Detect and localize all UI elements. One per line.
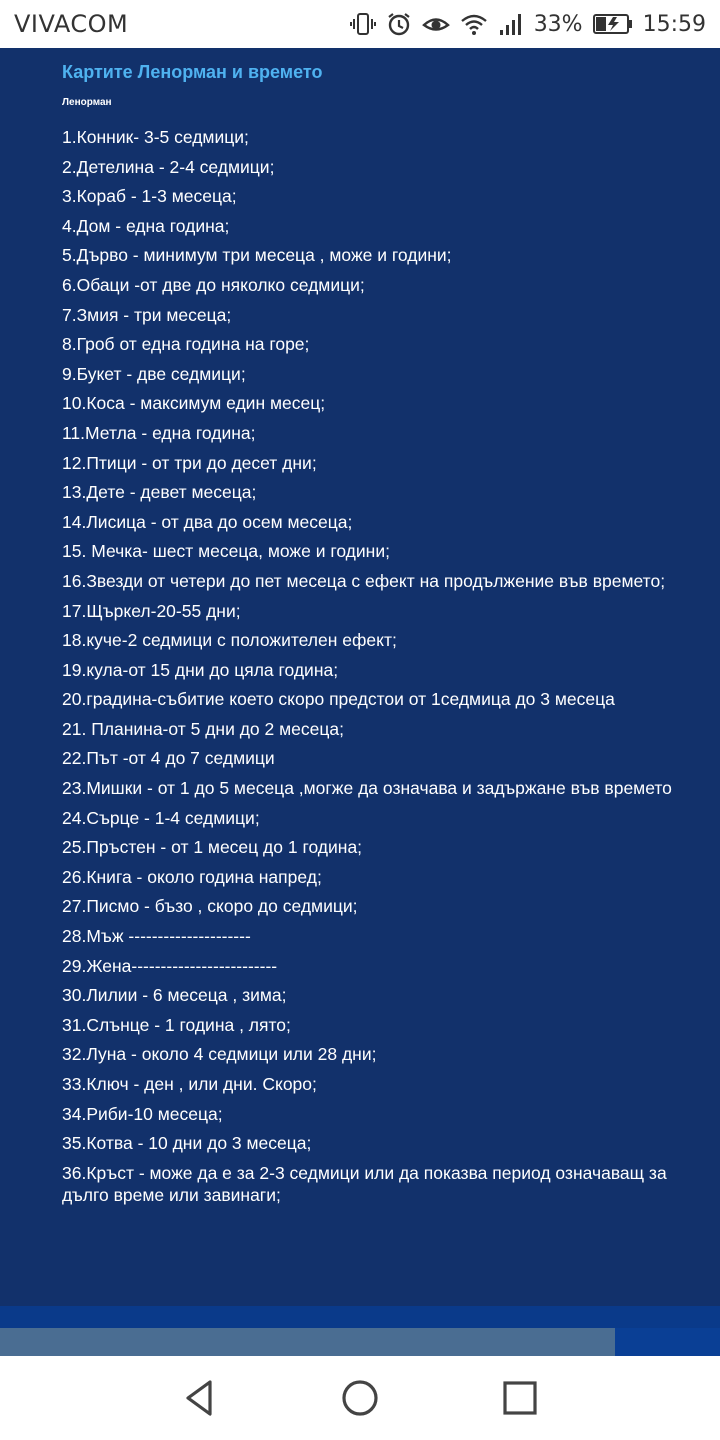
carrier-name: VIVACOM [14, 10, 129, 38]
list-item: 4.Дом - една година; [62, 215, 230, 236]
list-item: 12.Птици - от три до десет дни; [62, 452, 317, 473]
list-item: 1.Конник- 3-5 седмици; [62, 127, 249, 147]
list-item: 11.Метла - една година; [62, 422, 256, 443]
list-item: 6.Обаци -от две до няколко седмици; [62, 274, 365, 295]
list-item: 29.Жена------------------------- [62, 955, 278, 976]
article-content [0, 48, 720, 1306]
recents-icon [500, 1378, 540, 1418]
back-icon [180, 1378, 220, 1418]
clock: 15:59 [642, 11, 706, 37]
list-item: 8.Гроб от една година на горе; [62, 334, 310, 355]
list-item: 27.Писмо - бъзо , скоро до седмици; [62, 896, 358, 917]
list-item: 5.Дърво - минимум три месеца , може и години; [62, 245, 452, 266]
card-timing-list [62, 126, 680, 1206]
back-button[interactable] [170, 1368, 230, 1428]
list-item: 20.градина-събитие което скоро предстои от 1седмица до 3 месеца [62, 689, 615, 710]
list-item: 24.Сърце - 1-4 седмици; [62, 807, 260, 828]
home-button[interactable] [330, 1368, 390, 1428]
article-subtitle: Ленорман [62, 97, 112, 108]
list-item: 2.Детелина - 2-4 седмици; [62, 156, 275, 177]
list-item: 30.Лилии - 6 месеца , зима; [62, 985, 287, 1006]
home-icon [340, 1378, 380, 1418]
list-item: 32.Луна - около 4 седмици или 28 дни; [62, 1044, 377, 1065]
list-item: 22.Път -от 4 до 7 седмици [62, 748, 275, 769]
battery-percent: 33% [533, 11, 583, 37]
navigation-bar [0, 1356, 720, 1440]
list-item: 25.Пръстен - от 1 месец до 1 година; [62, 837, 363, 858]
list-item: 16.Звезди от четери до пет месеца с ефект на продължение във времето; [62, 570, 666, 591]
list-item: 34.Риби-10 месеца; [62, 1103, 223, 1124]
battery-charging-icon [593, 13, 633, 35]
page-footer-band [0, 1306, 720, 1328]
scrollbar-thumb[interactable] [0, 1328, 615, 1356]
list-item: 14.Лисица - от два до осем месеца; [62, 511, 353, 532]
list-item: 19.кула-от 15 дни до цяла година; [62, 659, 339, 680]
status-icons [350, 11, 706, 37]
vibrate-icon [350, 11, 376, 37]
list-item: 21. Планина-от 5 дни до 2 месеца; [62, 718, 344, 739]
list-item: 31.Слънце - 1 година , лято; [62, 1014, 291, 1035]
list-item: 26.Книга - около година напред; [62, 866, 322, 887]
list-item: 17.Щъркел-20-55 дни; [62, 600, 241, 621]
list-item: 10.Коса - максимум един месец; [62, 393, 326, 414]
list-item: 9.Букет - две седмици; [62, 363, 246, 384]
signal-icon [498, 12, 524, 36]
horizontal-scrollbar[interactable] [0, 1328, 720, 1356]
alarm-icon [386, 11, 412, 37]
recents-button[interactable] [490, 1368, 550, 1428]
list-item: 15. Мечка- шест месеца, може и години; [62, 541, 390, 562]
article-title: Картите Ленорман и времето [62, 62, 323, 82]
list-item: 3.Кораб - 1-3 месеца; [62, 186, 237, 207]
list-item: 35.Котва - 10 дни до 3 месеца; [62, 1133, 312, 1154]
list-item: 36.Кръст - може да е за 2-3 седмици или да показва период означаващ за дълго време или завинаги; [62, 1162, 667, 1205]
list-item: 13.Дете - девет месеца; [62, 482, 257, 503]
list-item: 33.Ключ - ден , или дни. Скоро; [62, 1074, 317, 1094]
eye-comfort-icon [422, 12, 450, 36]
list-item: 23.Мишки - от 1 до 5 месеца ,могже да означава и задържане във времето [62, 778, 672, 799]
list-item: 7.Змия - три месеца; [62, 304, 232, 325]
wifi-icon [460, 12, 488, 36]
list-item: 28.Мъж --------------------- [62, 926, 251, 947]
list-item: 18.куче-2 седмици с положителен ефект; [62, 630, 397, 651]
status-bar [0, 0, 720, 48]
